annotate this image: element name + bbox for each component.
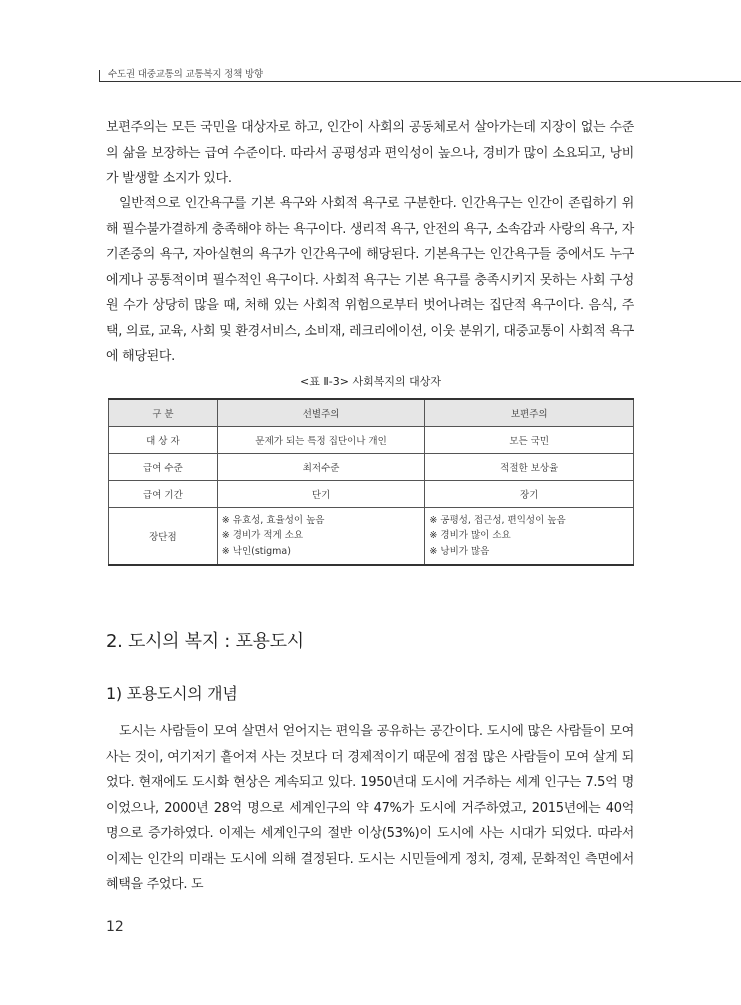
cell-selective: 문제가 되는 특정 집단이나 개인 [217,426,425,453]
header-universal: 보편주의 [425,399,634,426]
cell-universal-list [425,507,634,565]
cell-selective: 단기 [217,480,425,507]
header-rule [99,81,741,82]
paragraph-human-needs: 일반적으로 인간욕구를 기본 욕구와 사회적 욕구로 구분한다. 인간욕구는 인간이 존립하기 위해 필수불가결하게 충족해야 하는 욕구이다. 생리적 욕구, 안전의 욕구, 소속감과 사랑의 욕구, 자기존중의 욕구, 자아실현의 욕구가 인간욕구에 해당된다. 기본욕구는 인간욕구들 중에서도 누구에게나 공통적이며 필수적인 욕구이다. 사회적 욕구는 기본 욕구를 충족시키지 못하는 사회 구성원 수가 상당히 많을 때, 처해 있는 사회적 위험으로부터 벗어나려는 집단적 욕구이다. 음식, 주택, 의료, 교육, 사회 및 환경서비스, 소비재, 레크리에이션, 이웃 분위기, 대중교통이 사회적 욕구에 해당된다. [106,196,634,364]
table-row-pros-cons [109,507,634,565]
cell-selective: 최저수준 [217,453,425,480]
list-item: ※ 경비가 적게 소요 [221,530,304,541]
section-heading: 2. 도시의 복지 : 포용도시 [106,631,304,652]
table-row [109,480,634,507]
cell-universal: 적절한 보상율 [425,453,634,480]
list-item: ※ 낙인(stigma) [221,545,291,557]
subsection-heading: 1) 포용도시의 개념 [106,684,238,703]
header-category: 구 분 [109,399,218,426]
table-row [109,426,634,453]
cell-universal: 모든 국민 [425,426,634,453]
running-title: 수도권 대중교통의 교통복지 정책 방향 [108,69,263,80]
list-item: ※ 경비가 많이 소요 [429,530,511,541]
table-row [109,453,634,480]
table-caption: <표 Ⅱ-3> 사회복지의 대상자 [300,375,441,388]
row-label: 대 상 자 [109,426,218,453]
table-header-row [109,399,634,426]
page-number: 12 [106,919,124,935]
list-item: ※ 유효성, 효율성이 높음 [221,514,325,526]
paragraph-universalism: 보편주의는 모든 국민을 대상자로 하고, 인간이 사회의 공동체로서 살아가는데 지장이 없는 수준의 삶을 보장하는 급여 수준이다. 따라서 공평성과 편익성이 높으나, 경비가 많이 소요되고, 낭비가 발생할 소지가 있다. [106,120,634,186]
welfare-target-table [108,398,634,566]
row-label: 장단점 [109,507,218,565]
list-item: ※ 낭비가 많음 [429,545,490,557]
cell-universal: 장기 [425,480,634,507]
header-selective: 선별주의 [217,399,425,426]
list-item: ※ 공평성, 접근성, 편익성이 높음 [429,514,566,526]
row-label: 급여 수준 [109,453,218,480]
row-label: 급여 기간 [109,480,218,507]
cell-selective-list [217,507,425,565]
paragraph-inclusive-city: 도시는 사람들이 모여 살면서 얻어지는 편익을 공유하는 공간이다. 도시에 많은 사람들이 모여 사는 것이, 여기저기 흩어져 사는 것보다 더 경제적이기 때문에 점점 많은 사람들이 모여 살게 되었다. 현재에도 도시화 현상은 계속되고 있다. 1950년대 도시에 거주하는 세계 인구는 7.5억 명이었으나, 2000년 28억 명으로 세계인구의 약 47%가 도시에 거주하였고, 2015년에는 40억 명으로 증가하였다. 이제는 세계인구의 절반 이상(53%)이 도시에 사는 시대가 되었다. 따라서 이제는 인간의 미래는 도시에 의해 결정된다. 도시는 시민들에게 정치, 경제, 문화적인 측면에서 혜택을 주었다. 도 [106,724,634,892]
